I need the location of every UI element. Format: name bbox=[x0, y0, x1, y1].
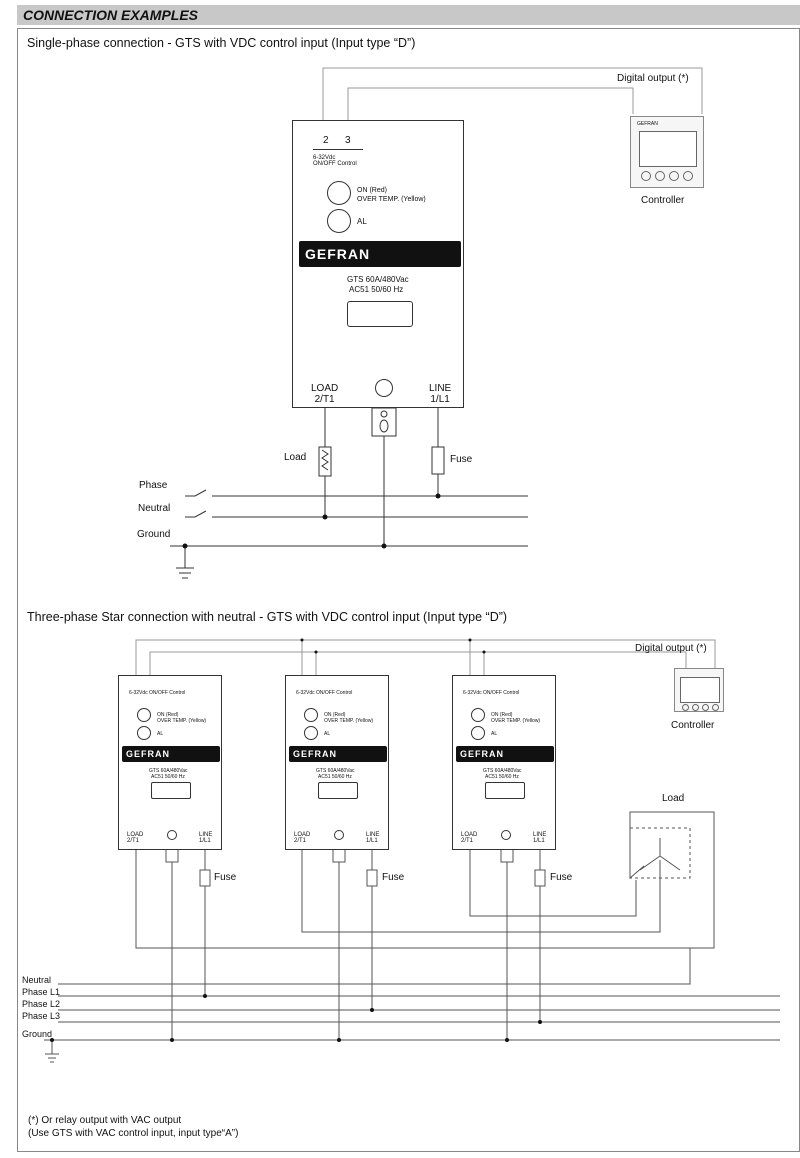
fuse-label: Fuse bbox=[550, 872, 573, 883]
controller-device bbox=[674, 668, 724, 712]
rating-label: AC51 50/60 Hz bbox=[485, 774, 519, 780]
line-terminal-label: LINE 1/L1 bbox=[429, 383, 452, 405]
led-over-temp-label: OVER TEMP. (Yellow) bbox=[357, 196, 426, 203]
controller-label: Controller bbox=[671, 720, 715, 731]
model-label: GTS 60A/480Vac bbox=[483, 768, 522, 774]
led-over-temp-label: OVER TEMP. (Yellow) bbox=[157, 718, 207, 724]
model-label: GTS 60A/480Vac bbox=[316, 768, 355, 774]
model-label: GTS 60A/480Vac bbox=[149, 768, 188, 774]
digital-output-label: Digital output (*) bbox=[635, 643, 707, 654]
rating-label: AC51 50/60 Hz bbox=[349, 285, 404, 294]
gts-relay-device bbox=[118, 675, 222, 850]
control-input-label: 6-32Vdc ON/OFF Control bbox=[463, 690, 520, 696]
ground-screw-icon bbox=[167, 830, 177, 840]
phase-l2-label: Phase L2 bbox=[22, 999, 61, 1009]
brand-logo: GEFRAN bbox=[456, 746, 554, 762]
gts-relay-device bbox=[452, 675, 556, 850]
heatsink-window bbox=[318, 782, 358, 799]
controller-display bbox=[680, 677, 720, 703]
gts-relay-device bbox=[285, 675, 389, 850]
led-on-label: ON (Red) bbox=[324, 712, 346, 718]
rating-label: AC51 50/60 Hz bbox=[151, 774, 185, 780]
led-over-temp-label: OVER TEMP. (Yellow) bbox=[324, 718, 374, 724]
ground-label: Ground bbox=[22, 1029, 53, 1039]
led-on-label: ON (Red) bbox=[491, 712, 513, 718]
terminal-3: 3 bbox=[345, 135, 351, 146]
fuse-label: Fuse bbox=[214, 872, 237, 883]
neutral-label: Neutral bbox=[138, 503, 171, 514]
digital-output-label: Digital output (*) bbox=[617, 73, 689, 84]
phase-l3-label: Phase L3 bbox=[22, 1011, 61, 1021]
load-label: Load bbox=[662, 793, 685, 804]
phase-l1-label: Phase L1 bbox=[22, 987, 61, 997]
diagram2-title: Three-phase Star connection with neutral - GTS with VDC control input (Input type “D”) bbox=[27, 610, 508, 624]
ground-screw-icon bbox=[334, 830, 344, 840]
led-al-indicator bbox=[471, 726, 485, 740]
neutral-label: Neutral bbox=[22, 975, 52, 985]
load-terminal-label: LOAD 2/T1 bbox=[461, 832, 478, 844]
led-on-indicator bbox=[304, 708, 318, 722]
led-on-label: ON (Red) bbox=[357, 187, 387, 194]
ground-label: Ground bbox=[137, 529, 171, 540]
brand-logo: GEFRAN bbox=[299, 241, 461, 267]
controller-button-icon bbox=[692, 704, 699, 711]
line-terminal-label: LINE 1/L1 bbox=[199, 832, 213, 844]
load-terminal-label: LOAD 2/T1 bbox=[311, 383, 339, 405]
brand-logo: GEFRAN bbox=[122, 746, 220, 762]
led-al-indicator bbox=[137, 726, 151, 740]
line-terminal-label: LINE 1/L1 bbox=[533, 832, 547, 844]
led-al-label: AL bbox=[324, 731, 331, 737]
model-label: GTS 60A/480Vac bbox=[347, 275, 409, 284]
led-on-label: ON (Red) bbox=[157, 712, 179, 718]
led-al-label: AL bbox=[157, 731, 164, 737]
footnote-line1: (*) Or relay output with VAC output bbox=[28, 1115, 182, 1126]
diagram1-title: Single-phase connection - GTS with VDC control input (Input type “D”) bbox=[27, 36, 416, 50]
phase-label: Phase bbox=[139, 480, 168, 491]
led-over-temp-label: OVER TEMP. (Yellow) bbox=[491, 718, 541, 724]
load-terminal-label: LOAD 2/T1 bbox=[127, 832, 144, 844]
heatsink-window bbox=[151, 782, 191, 799]
led-al-label: AL bbox=[491, 731, 498, 737]
line-terminal-label: LINE 1/L1 bbox=[366, 832, 380, 844]
section-title: CONNECTION EXAMPLES bbox=[23, 7, 199, 23]
brand-logo: GEFRAN bbox=[289, 746, 387, 762]
led-on-indicator bbox=[471, 708, 485, 722]
control-input-label: 6-32Vdc ON/OFF Control bbox=[296, 690, 353, 696]
controller-button-icon bbox=[682, 704, 689, 711]
control-input-label: 6-32Vdc ON/OFF Control bbox=[313, 155, 357, 167]
load-terminal-label: LOAD 2/T1 bbox=[294, 832, 311, 844]
load-label: Load bbox=[284, 452, 307, 463]
controller-button-icon bbox=[712, 704, 719, 711]
fuse-label: Fuse bbox=[450, 454, 473, 465]
led-al-indicator bbox=[304, 726, 318, 740]
controller-brand: GEFRAN bbox=[637, 121, 658, 127]
led-on-indicator bbox=[137, 708, 151, 722]
led-al-label: AL bbox=[357, 217, 367, 226]
controller-label: Controller bbox=[641, 195, 685, 206]
fuse-label: Fuse bbox=[382, 872, 405, 883]
ground-screw-icon bbox=[501, 830, 511, 840]
control-input-label: 6-32Vdc ON/OFF Control bbox=[129, 690, 186, 696]
rating-label: AC51 50/60 Hz bbox=[318, 774, 352, 780]
terminal-2: 2 bbox=[323, 135, 329, 146]
heatsink-window bbox=[485, 782, 525, 799]
controller-button-icon bbox=[702, 704, 709, 711]
footnote-line2: (Use GTS with VAC control input, input type“A”) bbox=[28, 1128, 239, 1139]
